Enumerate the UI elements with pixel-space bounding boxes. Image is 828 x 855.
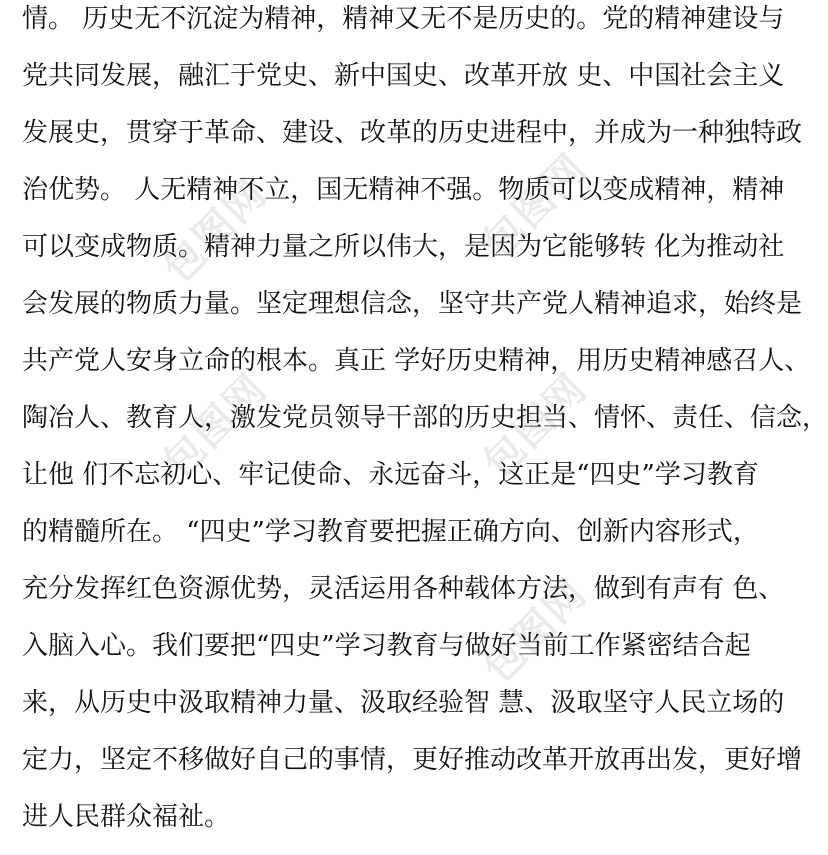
text-line: 的精髓所在。 “四史”学习教育要把握正确方向、创新内容形式， [22,517,759,547]
body-text [22,0,828,855]
text-line: 党共同发展，融汇于党史、新中国史、改革开放 史、中国社会主义 [22,61,785,91]
watermark: 包图网 [474,145,597,267]
text-line: 会发展的物质力量。坚定理想信念，坚守共产党人精神追求，始终是 [22,289,803,319]
text-line: 治优势。 人无精神不立，国无精神不强。物质可以变成精神，精神 [22,175,785,205]
text-line: 入脑入心。我们要把“四史”学习教育与做好当前工作紧密结合起 [22,631,751,661]
text-line: 共产党人安身立命的根本。真正 学好历史精神，用历史精神感召人、 [22,346,811,376]
text-line: 发展史，贯穿于革命、建设、改革的历史进程中，并成为一种独特政 [22,118,803,148]
text-line: 陶冶人、教育人，激发党员领导干部的历史担当、情怀、责任、信念， [22,403,828,433]
watermark: 包图网 [154,365,277,487]
text-line: 让他 们不忘初心、牢记使命、永远奋斗，这正是“四史”学习教育 [22,460,759,490]
text-line: 充分发挥红色资源优势，灵活运用各种载体方法，做到有声有 色、 [22,574,785,604]
watermark: 包图网 [474,365,597,487]
text-line: 进人民群众福祉。 [22,802,231,832]
watermark: 包图网 [474,570,597,692]
text-line: 可以变成物质。精神力量之所以伟大，是因为它能够转 化为推动社 [22,232,785,262]
watermark: 包图网 [154,170,277,292]
text-line: 来，从历史中汲取精神力量、汲取经验智 慧、汲取坚守人民立场的 [22,688,785,718]
text-line: 情。 历史无不沉淀为精神，精神又无不是历史的。党的精神建设与 [22,4,785,34]
text-line: 定力，坚定不移做好自己的事情，更好推动改革开放再出发，更好增 [22,745,803,775]
